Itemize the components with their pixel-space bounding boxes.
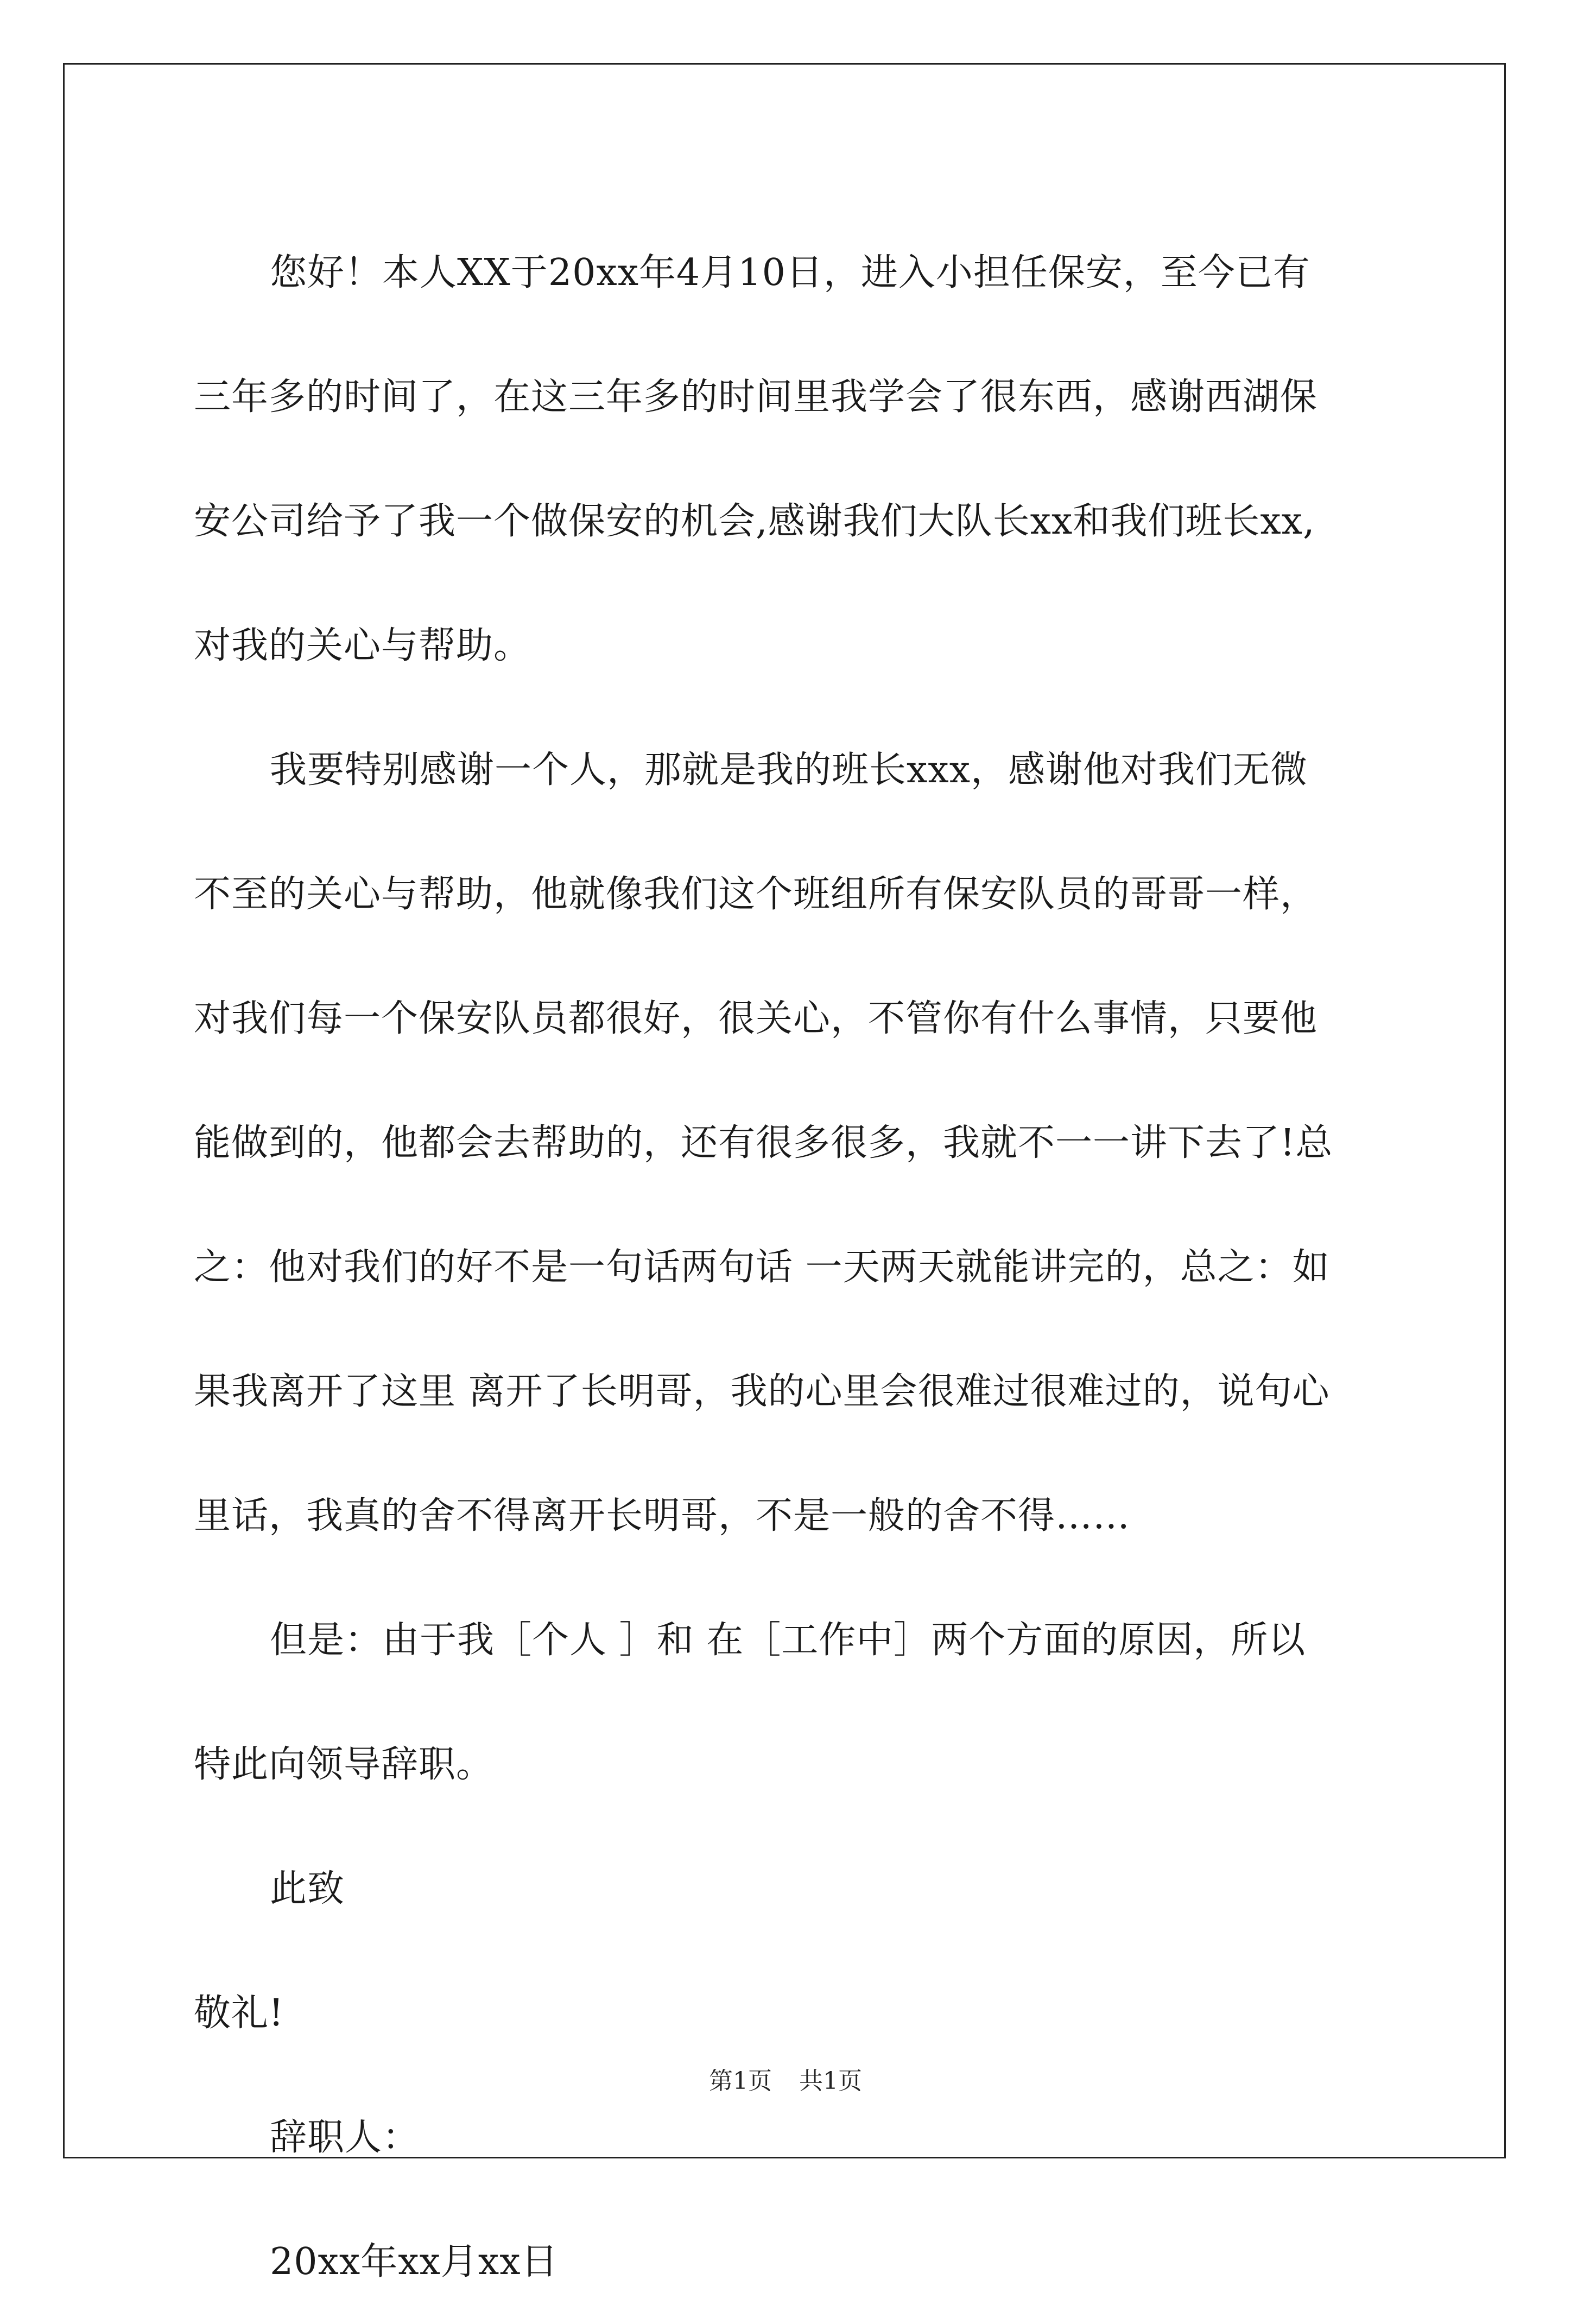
paragraph-1-line-4: 对我的关心与帮助。 [194, 624, 531, 667]
page-number: 第1页 [709, 2067, 772, 2095]
paragraph-2-line-3: 对我们每一个保安队员都很好，很关心，不管你有什么事情，只要他 [194, 997, 1318, 1040]
paragraph-1-line-2: 三年多的时间了，在这三年多的时间里我学会了很东西，感谢西湖保 [194, 376, 1318, 419]
closing-text: 此致 [270, 1867, 345, 1910]
salutation-text: 敬礼! [194, 1992, 284, 2035]
paragraph-2-line-5: 之：他对我们的好不是一句话两句话 一天两天就能讲完的，总之：如 [194, 1246, 1330, 1289]
paragraph-2-line-6: 果我离开了这里 离开了长明哥，我的心里会很难过很难过的，说句心 [194, 1370, 1330, 1413]
paragraph-2-line-2: 不至的关心与帮助，他就像我们这个班组所有保安队员的哥哥一样， [194, 873, 1318, 916]
paragraph-2-line-1: 我要特别感谢一个人，那就是我的班长xxx，感谢他对我们无微 [270, 749, 1308, 791]
paragraph-2-line-7: 里话，我真的舍不得离开长明哥，不是一般的舍不得…… [194, 1495, 1131, 1537]
date-line: 20xx年xx月xx日 [270, 2240, 559, 2283]
page-footer [0, 2061, 1571, 2096]
paragraph-3-line-1: 但是：由于我［个人 ］和 在［工作中］两个方面的原因，所以 [270, 1619, 1306, 1662]
paragraph-1-line-3: 安公司给予了我一个做保安的机会,感谢我们大队长xx和我们班长xx, [194, 500, 1315, 543]
paragraph-2-line-4: 能做到的，他都会去帮助的，还有很多很多，我就不一一讲下去了!总 [194, 1122, 1333, 1164]
paragraph-1-line-1: 您好！本人XX于20xx年4月10日，进入小担任保安，至今已有 [270, 251, 1310, 294]
paragraph-3-line-2: 特此向领导辞职。 [194, 1743, 494, 1786]
signature-label: 辞职人： [270, 2116, 420, 2159]
page-total: 共1页 [799, 2067, 862, 2095]
letter-body [194, 211, 1393, 2324]
